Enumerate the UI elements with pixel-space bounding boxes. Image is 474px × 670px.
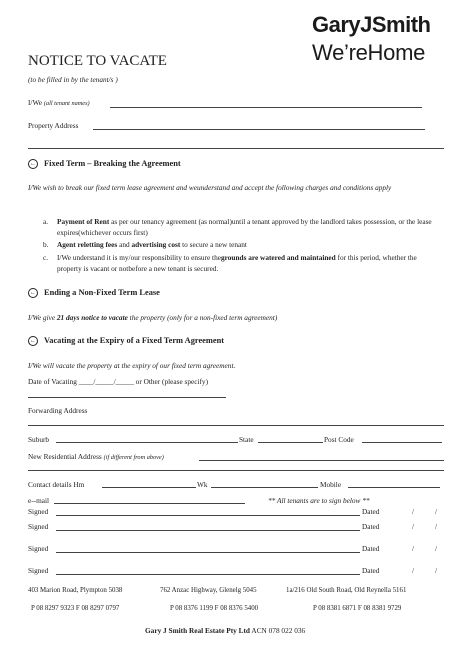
list-item: b. Agent reletting fees and advertising cost to secure a new tenant (43, 240, 247, 249)
suburb-label: Suburb (28, 435, 50, 444)
office-phones: P 08 8297 9323 F 08 8297 0797 (31, 605, 120, 612)
arrow-left-circle-icon: ← (30, 338, 36, 345)
page-subtitle: (to be filled in by the tenant/s ) (28, 75, 118, 84)
date-separator: / (412, 507, 415, 516)
date-separator: / (412, 522, 415, 531)
email-label: e--mail (28, 496, 50, 505)
sign-note: ** All tenants are to sign below ** (268, 496, 370, 505)
arrow-left-circle-icon: ← (30, 290, 36, 297)
contact-home-label: Contact details Hm (28, 480, 85, 489)
suburb-field[interactable] (56, 442, 238, 443)
dated-label: Dated (362, 522, 380, 531)
office-address: 762 Anzac Highway, Glenelg 5045 (160, 587, 257, 594)
date-of-vacating-label: Date of Vacating ____/_____/_____ or Other (please specify) (28, 377, 209, 386)
date-separator: / (435, 566, 438, 575)
page-title: NOTICE TO VACATE (28, 53, 167, 69)
forwarding-address-field[interactable] (28, 425, 444, 426)
property-address-field-2[interactable] (28, 148, 444, 149)
email-field[interactable] (54, 503, 245, 504)
signed-label: Signed (28, 522, 49, 531)
fixed-term-heading: ← Fixed Term – Breaking the Agreement (30, 159, 181, 168)
signed-label: Signed (28, 566, 49, 575)
postcode-field[interactable] (362, 442, 442, 443)
signature-field[interactable] (56, 552, 360, 553)
dated-label: Dated (362, 544, 380, 553)
tenant-names-field[interactable] (110, 107, 422, 108)
arrow-left-circle-icon: ← (30, 161, 36, 168)
state-label: State (239, 435, 254, 444)
new-residential-label: New Residential Address (if different from above) (28, 452, 164, 461)
mobile-label: Mobile (320, 480, 342, 489)
home-phone-field[interactable] (102, 487, 196, 488)
footer: Gary J Smith Real Estate Pty Ltd ACN 078 022 036 (145, 626, 306, 635)
signature-field[interactable] (56, 530, 360, 531)
fixed-term-intro: I/We wish to break our fixed term lease agreement and weunderstand and accept the following charges and conditions apply (28, 183, 392, 192)
logo-name: GaryJSmith (312, 12, 431, 37)
expiry-text: I/We will vacate the property at the expiry of our fixed term agreement. (28, 361, 236, 370)
office-phones: P 08 8376 1199 F 08 8376 5400 (170, 605, 259, 612)
office-phones: P 08 8381 6871 F 08 8381 9729 (313, 605, 402, 612)
dated-label: Dated (362, 507, 380, 516)
other-date-field[interactable] (28, 397, 226, 398)
signature-field[interactable] (56, 574, 360, 575)
property-address-field[interactable] (93, 129, 425, 130)
office-address: 403 Marion Road, Plympton 5038 (28, 587, 123, 594)
expiry-heading: ← Vacating at the Expiry of a Fixed Term Agreement (30, 336, 225, 345)
date-separator: / (435, 522, 438, 531)
state-field[interactable] (258, 442, 323, 443)
dated-label: Dated (362, 566, 380, 575)
property-address-label: Property Address (28, 121, 79, 130)
postcode-label: Post Code (324, 435, 354, 444)
mobile-field[interactable] (348, 487, 440, 488)
work-phone-field[interactable] (211, 487, 318, 488)
signed-label: Signed (28, 544, 49, 553)
non-fixed-text: I/We give 21 days notice to vacate the property (only for a non-fixed term agreement) (28, 313, 278, 322)
office-address: 1a/216 Old South Road, Old Reynella 5161 (286, 587, 407, 594)
date-separator: / (435, 507, 438, 516)
work-phone-label: Wk (197, 480, 208, 489)
signature-field[interactable] (56, 515, 360, 516)
list-item: c. I/We understand it is my/our responsibility to ensure thegrounds are watered and maintained for this period, whether the property is vacant or notbefore a new tenant is secured. (43, 253, 417, 273)
date-separator: / (435, 544, 438, 553)
new-residential-field-2[interactable] (28, 470, 444, 471)
list-item: a. Payment of Rent as per our tenancy agreement (as normal)until a tenant approved by the landlord takes possession, or the lease expires(whichever occurs first) (43, 217, 432, 237)
tenant-names-label: I/We (all tenant names) (28, 98, 90, 107)
new-residential-field[interactable] (199, 460, 444, 461)
non-fixed-heading: ← Ending a Non-Fixed Term Lease (30, 288, 160, 297)
date-separator: / (412, 566, 415, 575)
date-separator: / (412, 544, 415, 553)
logo-tagline: We’reHome (312, 40, 426, 65)
forwarding-address-label: Forwarding Address (28, 406, 88, 415)
signed-label: Signed (28, 507, 49, 516)
